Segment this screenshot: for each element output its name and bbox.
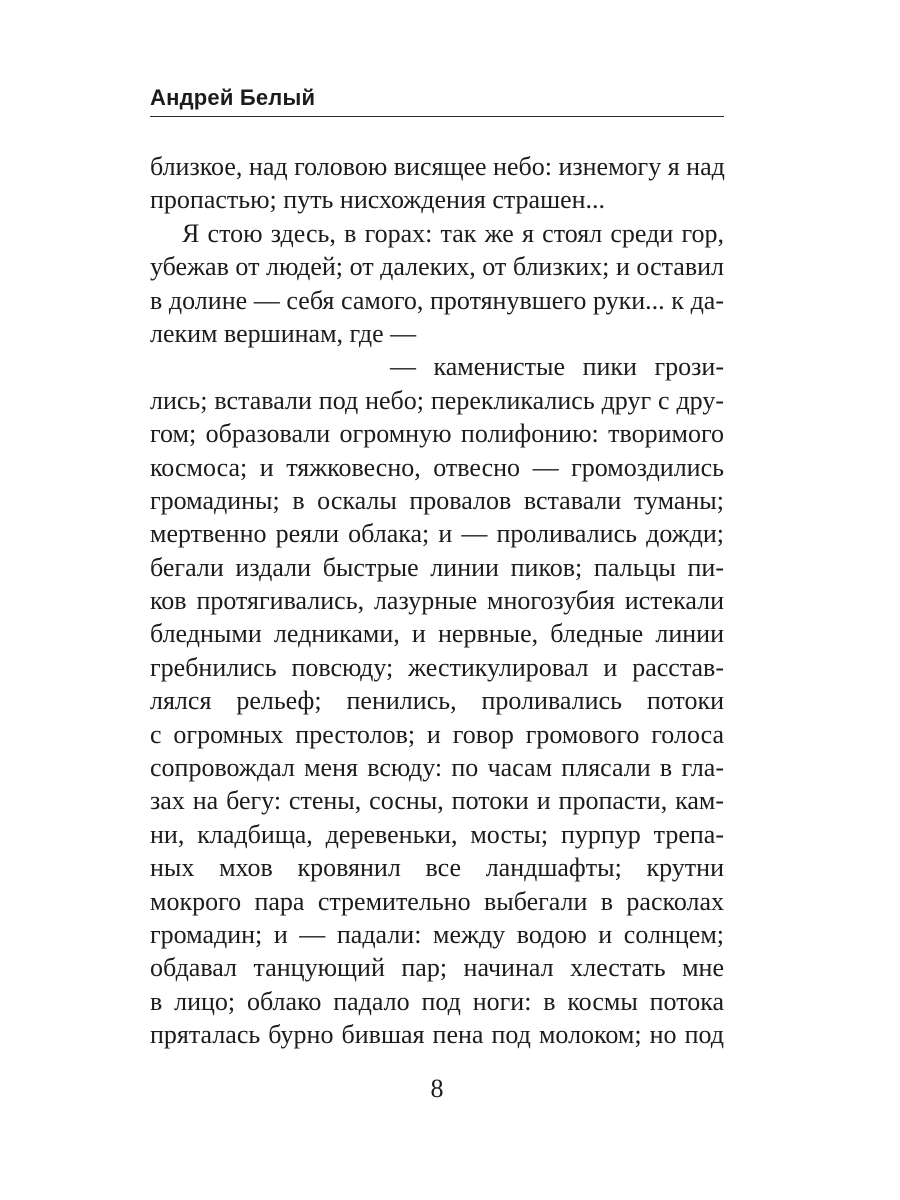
text-line: убежав от людей; от далеких, от близких; и оставил [150, 252, 724, 282]
text-line: ных мхов кровянил все ландшафты; крутни [150, 853, 724, 883]
text-line: громадины; в оскалы провалов вставали туманы; [150, 485, 724, 515]
body-text [150, 150, 724, 1052]
text-line: космоса; и тяжковесно, отвесно — громоздились [150, 452, 724, 482]
book-page [150, 0, 724, 1200]
text-line: бледными ледниками, и нервные, бледные линии [150, 619, 724, 649]
text-line: лялся рельеф; пенились, проливались потоки [150, 686, 724, 716]
text-line: мертвенно реяли облака; и — проливались дожди; [150, 519, 724, 549]
text-line: пропастью; путь нисхождения страшен... [150, 185, 606, 215]
text-line: лись; вставали под небо; перекликались друг с дру- [150, 385, 724, 415]
text-line: громадин; и — падали: между водою и солнцем; [150, 919, 724, 949]
text-line: гом; образовали огромную полифонию: творимого [150, 419, 724, 449]
text-line: близкое, над головою висящее небо: изнемогу я над [150, 152, 725, 181]
text-line: бегали издали быстрые линии пиков; пальцы пи- [150, 552, 724, 582]
text-line: ни, кладбища, деревеньки, мосты; пурпур трепа- [150, 819, 724, 849]
paragraph-first-line: Я стою здесь, в горах: так же я стоял среди гор, [182, 218, 724, 248]
text-line: в лицо; облако падало под ноги: в космы потока [150, 986, 724, 1016]
running-head [150, 84, 724, 117]
indented-text-line: — каменистые пики грози- [390, 352, 724, 382]
text-line: сопровождал меня всюду: по часам плясали в гла- [150, 753, 724, 783]
text-line: гребнились повсюду; жестикулировал и расстав- [150, 652, 724, 682]
page-number: 8 [430, 1074, 444, 1103]
text-line: зах на бегу: стены, сосны, потоки и пропасти, кам- [150, 786, 724, 816]
text-line: в долине — себя самого, протянувшего руки... к да- [150, 285, 724, 315]
text-line: пряталась бурно бившая пена под молоком; но под [150, 1020, 724, 1050]
text-line: леким вершинам, где — [150, 318, 417, 348]
text-line: ков протягивались, лазурные многозубия истекали [150, 586, 724, 616]
text-line: мокрого пара стремительно выбегали в расколах [150, 886, 724, 916]
author-name: Андрей Белый [150, 85, 316, 110]
text-line: обдавал танцующий пар; начинал хлестать мне [150, 953, 724, 983]
text-line: с огромных престолов; и говор громового голоса [150, 719, 724, 749]
